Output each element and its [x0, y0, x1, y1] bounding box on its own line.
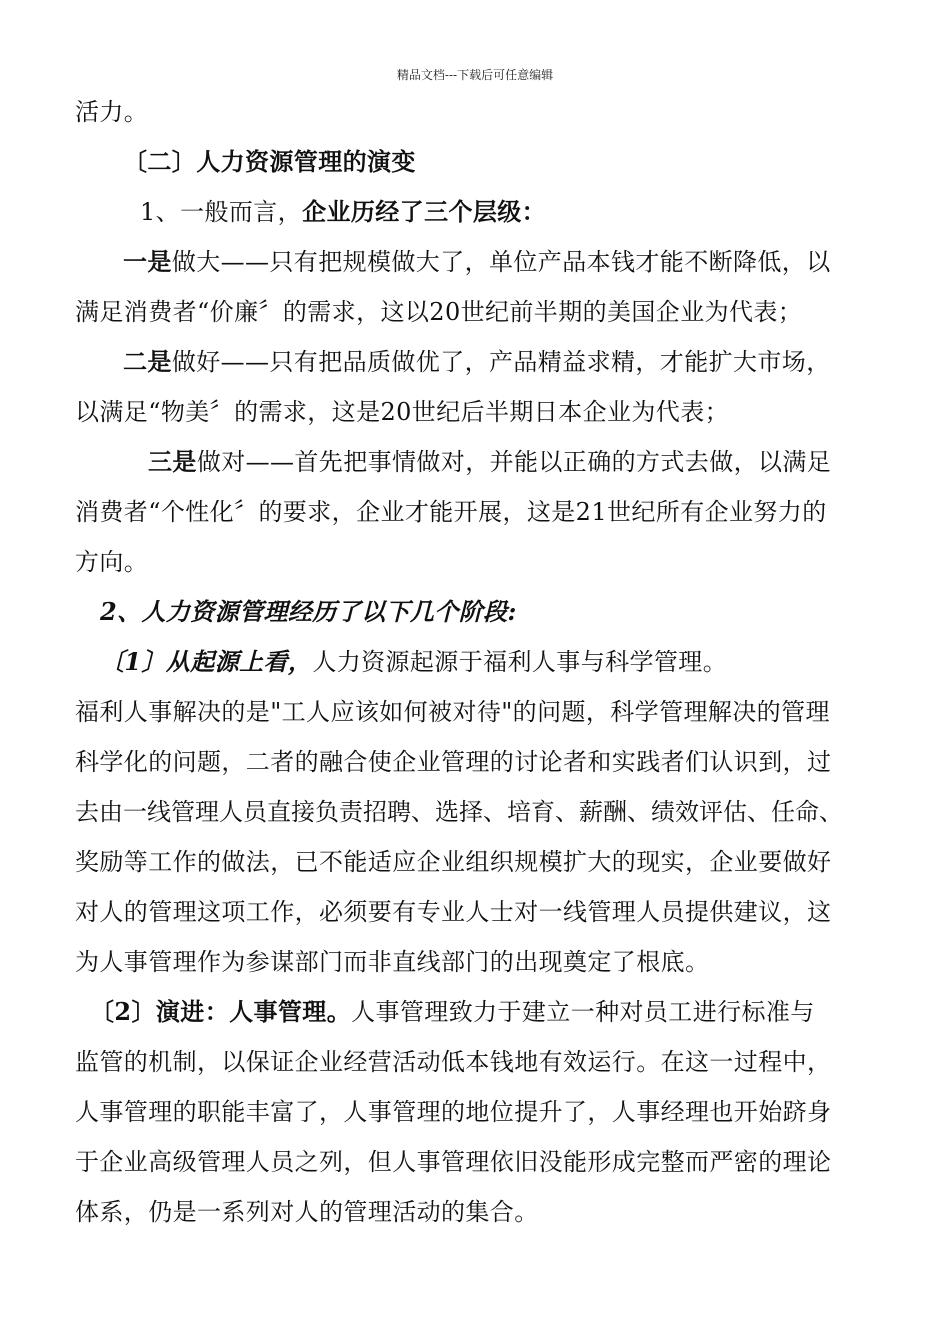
text-line — [75, 1096, 831, 1128]
text-segment: 奖励等工作的做法，已不能适应企业组织规模扩大的现实，企业要做好 — [75, 848, 832, 876]
text-segment: 对人的管理这项工作，必须要有专业人士对一线管理人员提供建议，这 — [75, 898, 832, 926]
text-segment: 于企业高级管理人员之列，但人事管理依旧没能形成完整而严密的理论 — [75, 1148, 832, 1176]
bold-segment: 〔2〕演进：人事管理。 — [90, 997, 352, 1026]
text-line — [75, 1146, 831, 1178]
text-segment: 做大——只有把规模做大了，单位产品本钱才能不断降低，以 — [171, 248, 831, 276]
text-line — [123, 246, 831, 278]
text-segment: 以满足“物美〞的需求，这是20世纪后半期日本企业为代表； — [75, 398, 730, 426]
text-segment: 满足消费者“价廉〞的需求，这以20世纪前半期的美国企业为代表； — [75, 298, 803, 326]
text-line — [75, 296, 802, 328]
text-segment: 做对——首先把事情做对，并能以正确的方式去做，以满足 — [196, 448, 832, 476]
text-segment: 方向。 — [75, 548, 149, 576]
text-line — [75, 396, 729, 428]
text-line — [90, 996, 815, 1028]
text-line — [75, 896, 831, 928]
text-line — [75, 1196, 539, 1228]
text-segment: 人事管理致力于建立一种对员工进行标准与 — [351, 998, 815, 1026]
text-segment: 消费者“个性化〞的要求，企业才能开展，这是21世纪所有企业努力的 — [75, 498, 827, 526]
bold-segment: 三是 — [148, 447, 197, 476]
text-line — [100, 646, 727, 678]
bold-segment: 企业历经了三个层级： — [302, 197, 547, 226]
text-line — [75, 946, 709, 978]
text-segment: 体系，仍是一系列对人的管理活动的集合。 — [75, 1198, 539, 1226]
text-line — [75, 546, 148, 578]
text-line — [75, 496, 827, 528]
text-line — [75, 746, 831, 778]
heading-text: 〔二〕人力资源管理的演变 — [123, 147, 416, 176]
text-line — [75, 696, 830, 728]
text-line — [75, 1046, 831, 1078]
section-heading — [123, 146, 416, 178]
text-line — [140, 196, 546, 228]
text-segment: 人事管理的职能丰富了，人事管理的地位提升了，人事经理也开始跻身 — [75, 1098, 832, 1126]
text-line — [148, 446, 831, 478]
text-segment: 去由一线管理人员直接负责招聘、选择、培育、薪酬、绩效评估、任命、 — [75, 798, 843, 826]
text-segment: 做好——只有把品质做优了，产品精益求精，才能扩大市场， — [171, 348, 831, 376]
text-segment: 福利人事解决的是"工人应该如何被对待"的问题，科学管理解决的管理 — [75, 698, 830, 726]
text-segment: 监管的机制，以保证企业经营活动低本钱地有效运行。在这一过程中， — [75, 1048, 832, 1076]
text-segment: 人力资源起源于福利人事与科学管理。 — [312, 648, 728, 676]
text-segment: 科学化的问题，二者的融合使企业管理的讨论者和实践者们认识到，过 — [75, 748, 832, 776]
text-segment: 1、一般而言， — [140, 198, 303, 226]
bold-segment: 一是 — [123, 247, 172, 276]
text-line — [75, 96, 148, 128]
bold-segment: 二是 — [123, 347, 172, 376]
bold-italic-segment: 2、人力资源管理经历了以下几个阶段: — [100, 597, 517, 626]
text-line — [75, 846, 831, 878]
text-line — [75, 796, 843, 828]
subsection-heading — [100, 596, 517, 628]
page-header: 精品文档---下载后可任意编辑 — [396, 68, 554, 82]
text-segment: 为人事管理作为参谋部门而非直线部门的出现奠定了根底。 — [75, 948, 710, 976]
text-line — [123, 346, 831, 378]
bold-italic-segment: 〔1〕从起源上看， — [100, 647, 313, 676]
text-segment: 活力。 — [75, 98, 149, 126]
